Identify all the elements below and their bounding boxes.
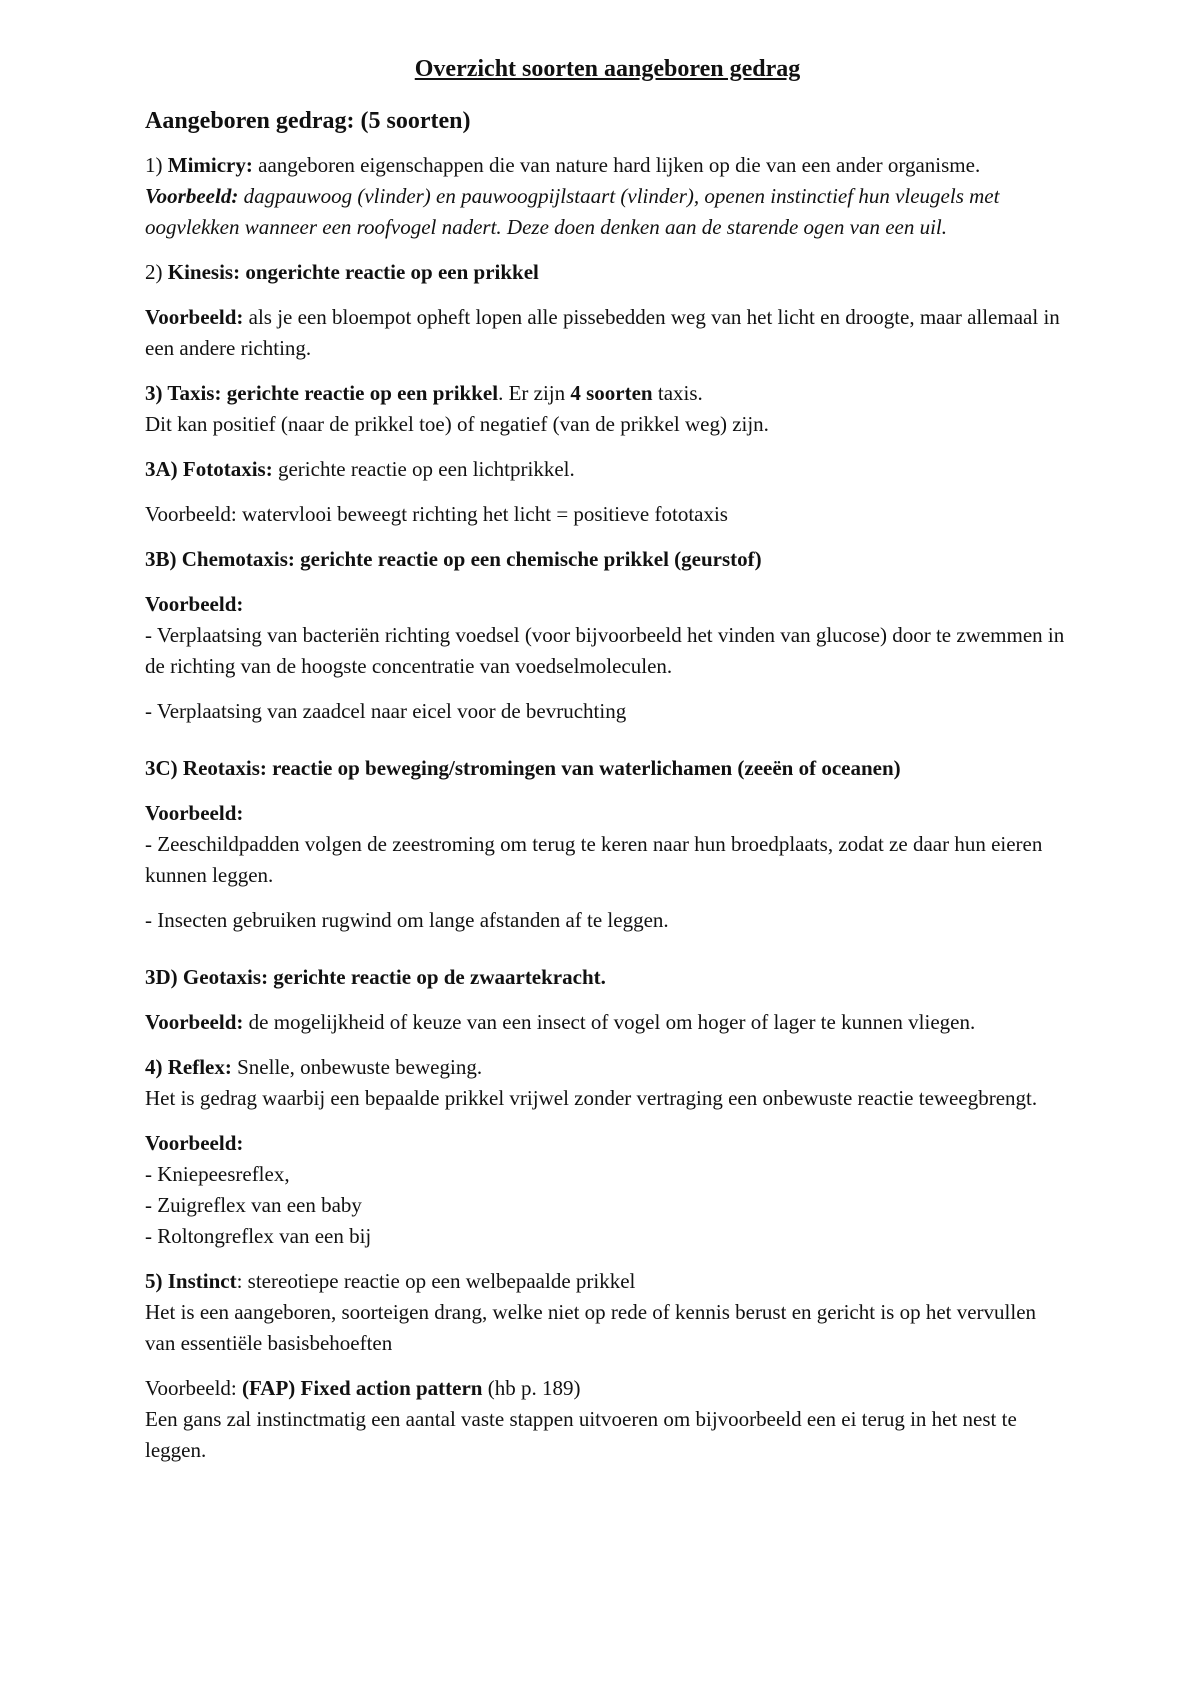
chemotaxis-term: 3B) Chemotaxis: gerichte reactie op een chemische prikkel (geurstof) <box>145 547 762 571</box>
document-title: Overzicht soorten aangeboren gedrag <box>414 56 801 82</box>
geotaxis-example-text: de mogelijkheid of keuze van een insect of vogel om hoger of lager te kunnen vliegen. <box>243 1010 976 1034</box>
reotaxis-item-1: - Zeeschildpadden volgen de zeestroming om terug te keren naar hun broedplaats, zodat ze daar hun eieren kunnen leggen. <box>145 832 1043 887</box>
kinesis-term: Kinesis: ongerichte reactie op een prikkel <box>167 260 539 284</box>
reotaxis-heading <box>145 753 1070 784</box>
geotaxis-heading <box>145 962 1070 993</box>
mimicry-block <box>145 150 1070 243</box>
instinct-example <box>145 1373 1070 1466</box>
reflex-definition: Snelle, onbewuste beweging. <box>231 1055 483 1079</box>
reflex-line2: Het is gedrag waarbij een bepaalde prikkel vrijwel zonder vertraging een onbewuste reactie teweegbrengt. <box>145 1086 1038 1110</box>
chemotaxis-item-2: - Verplaatsing van zaadcel naar eicel voor de bevruchting <box>145 699 627 723</box>
reflex-example-label: Voorbeeld: <box>145 1131 244 1155</box>
mimicry-term: Mimicry: <box>167 153 253 177</box>
instinct-ref: (hb p. 189) <box>482 1376 581 1400</box>
chemotaxis-example-label: Voorbeeld: <box>145 592 244 616</box>
taxis-tail: taxis. <box>652 381 703 405</box>
fototaxis-example: Voorbeeld: watervlooi beweegt richting het licht = positieve fototaxis <box>145 502 728 526</box>
reflex-example <box>145 1128 1070 1252</box>
reotaxis-example <box>145 798 1070 891</box>
chemotaxis-example <box>145 589 1070 682</box>
fototaxis-definition: gerichte reactie op een lichtprikkel. <box>272 457 575 481</box>
fototaxis-term: 3A) Fototaxis: <box>145 457 273 481</box>
instinct-line2: Het is een aangeboren, soorteigen drang, welke niet op rede of kennis berust en gericht is op het vervullen van essentiële basisbehoeften <box>145 1300 1037 1355</box>
geotaxis-example-label: Voorbeeld: <box>145 1010 244 1034</box>
reflex-block <box>145 1052 1070 1114</box>
chemotaxis-item-1: - Verplaatsing van bacteriën richting voedsel (voor bijvoorbeeld het vinden van glucose) door te zwemmen in de richting van de hoogste concentratie van voedselmoleculen. <box>145 623 1065 678</box>
section-heading: Aangeboren gedrag: (5 soorten) <box>145 108 471 134</box>
instinct-fap: (FAP) Fixed action pattern <box>242 1376 483 1400</box>
mimicry-example-text: dagpauwoog (vlinder) en pauwoogpijlstaart (vlinder), openen instinctief hun vleugels met oogvlekken wanneer een roofvogel nadert. Deze doen denken aan de starende ogen van een uil. <box>145 184 1000 239</box>
instinct-definition: : stereotiepe reactie op een welbepaalde prikkel <box>236 1269 636 1293</box>
taxis-mid: . Er zijn <box>498 381 571 405</box>
geotaxis-term: 3D) Geotaxis: gerichte reactie op de zwaartekracht. <box>145 965 606 989</box>
reotaxis-term: 3C) Reotaxis: reactie op beweging/stromingen van waterlichamen (zeeën of oceanen) <box>145 756 901 780</box>
kinesis-heading <box>145 257 1070 288</box>
instinct-example-label: Voorbeeld: <box>145 1376 243 1400</box>
reflex-item: - Kniepeesreflex, <box>145 1162 290 1186</box>
mimicry-num: 1) <box>145 153 168 177</box>
reotaxis-item-2: - Insecten gebruiken rugwind om lange afstanden af te leggen. <box>145 908 669 932</box>
kinesis-example-text: als je een bloempot opheft lopen alle pissebedden weg van het licht en droogte, maar allemaal in een andere richting. <box>145 305 1060 360</box>
instinct-term: 5) Instinct <box>145 1269 237 1293</box>
fototaxis-heading <box>145 454 1070 485</box>
taxis-block <box>145 378 1070 440</box>
reflex-item: - Roltongreflex van een bij <box>145 1224 372 1248</box>
reflex-item: - Zuigreflex van een baby <box>145 1193 362 1217</box>
kinesis-example-label: Voorbeeld: <box>145 305 244 329</box>
taxis-term: 3) Taxis: gerichte reactie op een prikkel <box>145 381 499 405</box>
mimicry-definition: aangeboren eigenschappen die van nature hard lijken op die van een ander organisme. <box>252 153 981 177</box>
kinesis-num: 2) <box>145 260 168 284</box>
chemotaxis-heading <box>145 544 1070 575</box>
kinesis-example <box>145 302 1070 364</box>
reotaxis-example-label: Voorbeeld: <box>145 801 244 825</box>
instinct-block <box>145 1266 1070 1359</box>
taxis-line2: Dit kan positief (naar de prikkel toe) of negatief (van de prikkel weg) zijn. <box>145 412 769 436</box>
mimicry-example-label: Voorbeeld: <box>145 184 239 208</box>
reflex-term: 4) Reflex: <box>145 1055 232 1079</box>
taxis-count: 4 soorten <box>570 381 653 405</box>
geotaxis-example <box>145 1007 1070 1038</box>
instinct-example-text: Een gans zal instinctmatig een aantal vaste stappen uitvoeren om bijvoorbeeld een ei terug in het nest te leggen. <box>145 1407 1017 1462</box>
